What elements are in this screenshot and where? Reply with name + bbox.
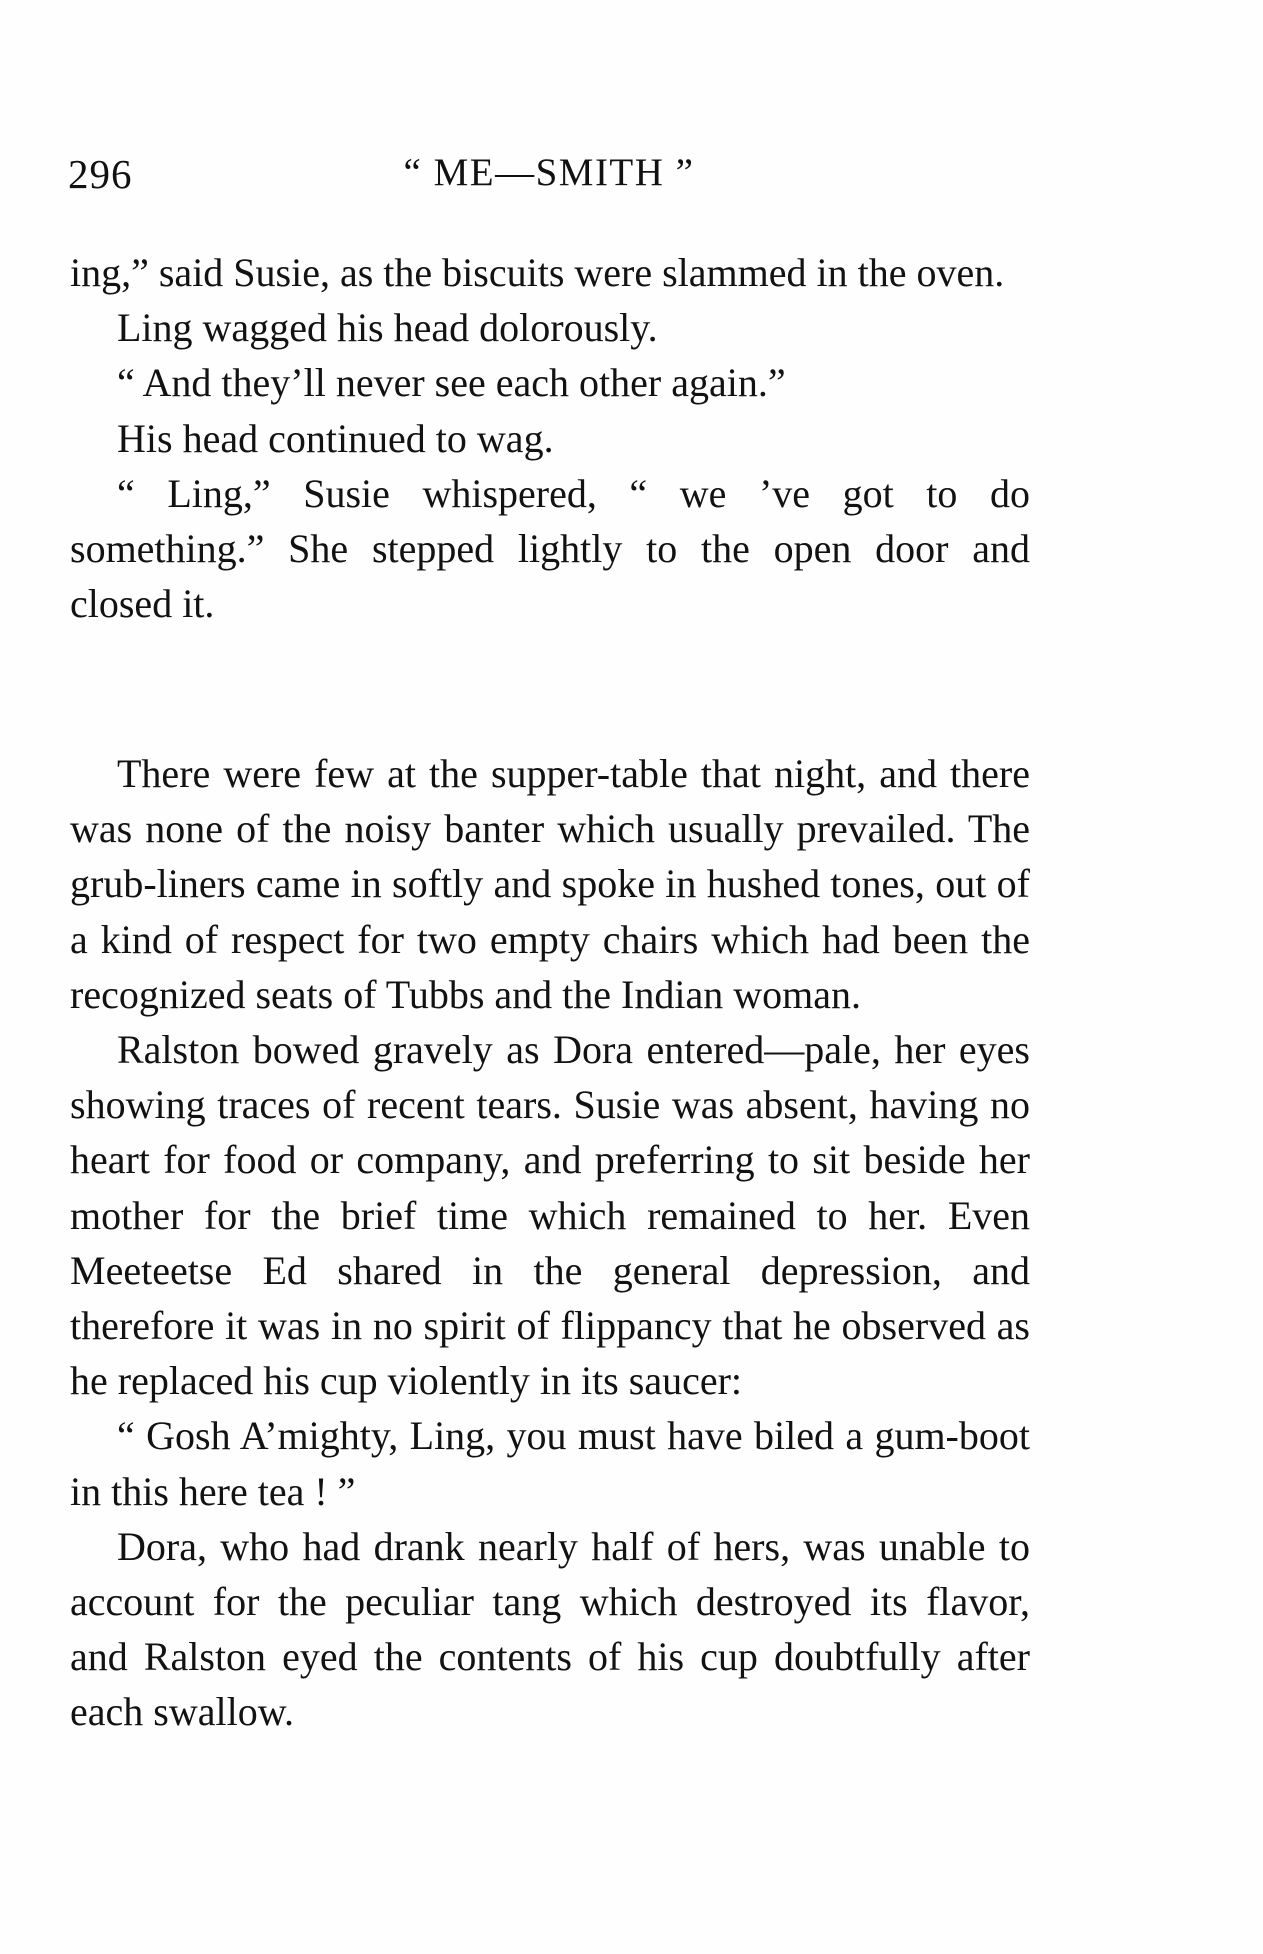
- page-number: 296: [68, 151, 133, 197]
- running-title: “ ME—SMITH ”: [403, 151, 695, 194]
- paragraph: Ling wagged his head dolorously.: [117, 305, 658, 351]
- paragraph: “ And they’ll never see each other again.”: [117, 360, 786, 406]
- paragraph: “ Gosh A’mighty, Ling, you must have biled a gum-boot in this here tea ! ”: [70, 1413, 1030, 1514]
- page-header: [68, 150, 1030, 210]
- paragraph: Ralston bowed gravely as Dora entered—pale, her eyes showing traces of recent tears. Susie was absent, having no heart for food or company, and preferring to sit beside her mother for the brief time which remained to her. Even Meeteetse Ed shared in the general depression, and therefore it was in no spirit of flippancy that he observed as he replaced his cup violently in its saucer:: [70, 1027, 1030, 1404]
- text-section-2: [70, 746, 1030, 1740]
- paragraph: There were few at the supper-table that night, and there was none of the noisy banter which usually prevailed. The grub-liners came in softly and spoke in hushed tones, out of a kind of respect for two empty chairs which had been the recognized seats of Tubbs and the Indian woman.: [70, 751, 1030, 1017]
- text-section-1: [70, 245, 1030, 631]
- paragraph: Dora, who had drank nearly half of hers, was unable to account for the peculiar tang which destroyed its flavor, and Ralston eyed the contents of his cup doubtfully after each swallow.: [70, 1523, 1030, 1735]
- paragraph: “ Ling,” Susie whispered, “ we ’ve got to do something.” She stepped lightly to the open door and closed it.: [70, 470, 1030, 627]
- paragraph: ing,” said Susie, as the biscuits were slammed in the oven.: [70, 250, 1005, 295]
- paragraph: His head continued to wag.: [117, 415, 554, 461]
